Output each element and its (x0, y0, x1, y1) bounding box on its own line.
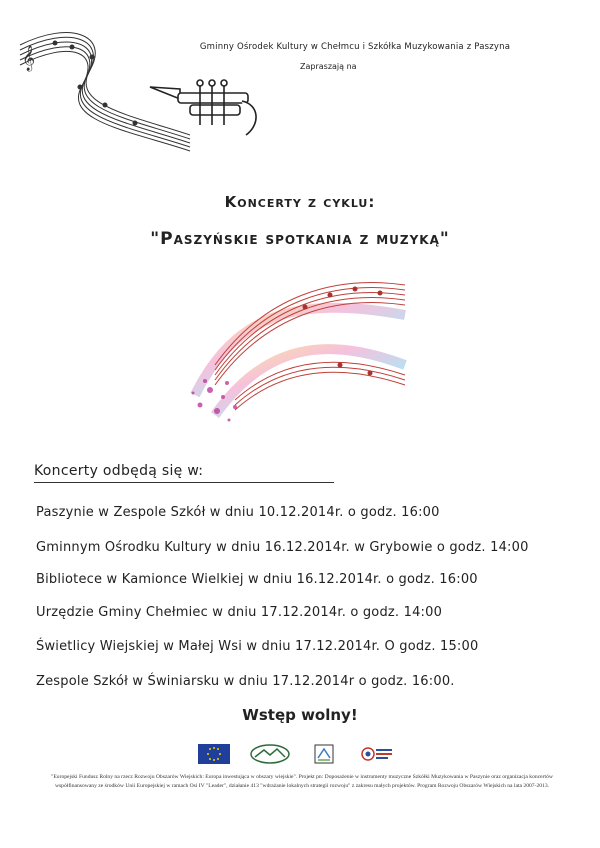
footer-funding-text: "Europejski Fundusz Rolny na rzecz Rozwoju Obszarów Wiejskich: Europa inwestująca w obszary wiejskie". Projekt pn: Doposażenie w instrumenty muzyczne Szkółki Muzykowania w Paszynie oraz organizacja koncertów współfinansowany ze środków Unii Europejskiej w ramach Osi IV "Leader", działanie 413 "wdrażanie lokalnych strategii rozwoju" z zakresu małych projektów. Program Rozwoju Obszarów Wiejskich na lata 2007-2013. (51, 774, 553, 789)
concert-item: Urzędzie Gminy Chełmiec w dniu 17.12.2014r. o godz. 14:00 (36, 605, 443, 620)
concert-item: Zespole Szkół w Świniarsku w dniu 17.12.2014r o godz. 16:00. (36, 674, 455, 689)
title-line-2: "Paszyńskie spotkania z muzyką" (150, 229, 450, 249)
heading-underline (34, 482, 334, 483)
organizer-text: Gminny Ośrodek Kultury w Chełmcu i Szkółka Muzykowania z Paszyna (199, 42, 511, 52)
svg-text:𝄞: 𝄞 (22, 46, 36, 71)
prow-logo (360, 744, 394, 764)
concert-item: Gminnym Ośrodku Kultury w dniu 16.12.2014r. w Grybowie o godz. 14:00 (36, 540, 529, 555)
free-entry-text: Wstęp wolny! (242, 706, 358, 724)
concerts-heading: Koncerty odbędą się w: (34, 463, 204, 479)
regional-logo (250, 744, 290, 764)
music-wave-illustration (155, 255, 415, 445)
leader-logo (314, 744, 334, 764)
invite-text: Zapraszają na (300, 62, 357, 71)
title-line-1: Koncerty z cyklu: (224, 193, 376, 211)
concert-item: Paszynie w Zespole Szkół w dniu 10.12.2014r. o godz. 16:00 (36, 505, 440, 520)
concert-item: Świetlicy Wiejskiej w Małej Wsi w dniu 17.12.2014r. O godz. 15:00 (36, 639, 479, 654)
concert-item: Bibliotece w Kamionce Wielkiej w dniu 16.12.2014r. o godz. 16:00 (36, 572, 478, 587)
eu-flag-logo (198, 744, 230, 764)
